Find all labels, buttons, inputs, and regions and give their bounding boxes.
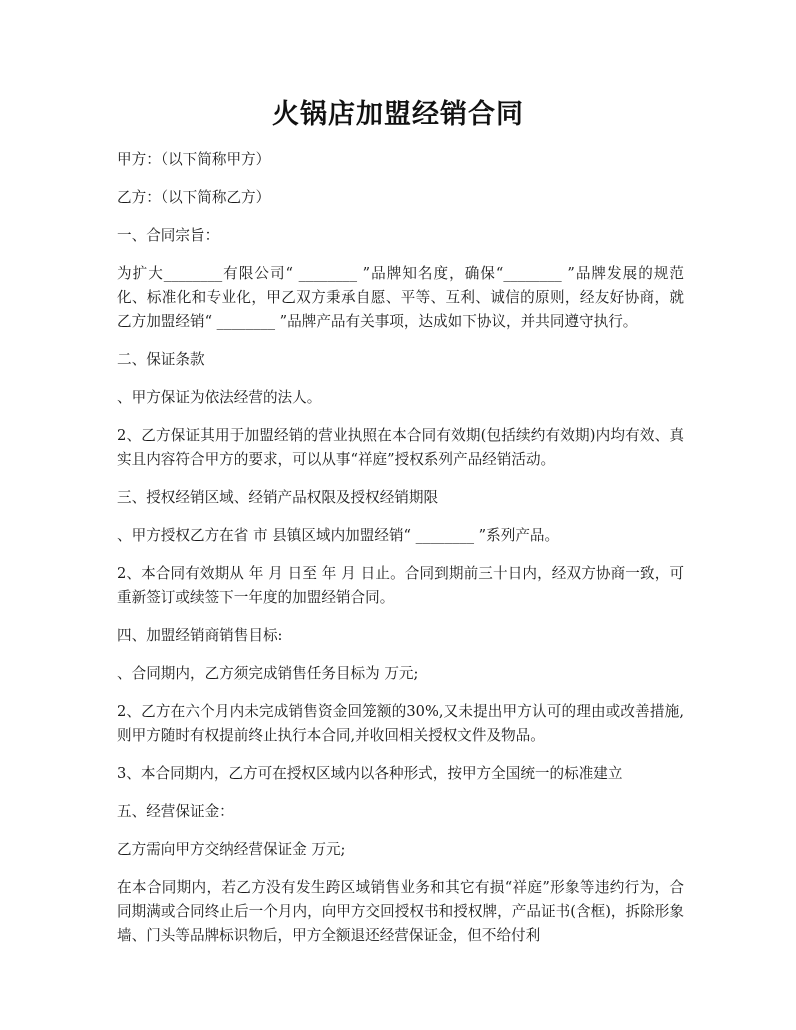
clause-sales-3: 3、本合同期内，乙方可在授权区域内以各种形式，按甲方全国统一的标准建立 [117,765,623,782]
party-b-line: 乙方：（以下简称乙方） [117,189,271,206]
party-a-line: 甲方：（以下简称甲方） [117,151,271,168]
section-heading-authorization: 三、授权经销区域、经销产品权限及授权经销期限 [117,489,439,506]
clause-sales-2: 2、乙方在六个月内未完成销售资金回笼额的30%,又未提出甲方认可的理由或改善措施,则甲方随时有权提前终止执行本合同,并收回相关授权文件及物品。 [117,703,684,744]
document-title: 火锅店加盟经销合同 [272,99,524,130]
document-body [117,148,684,962]
section-heading-purpose: 一、合同宗旨： [117,227,220,244]
clause-authorization-2: 2、本合同有效期从 年 月 日至 年 月 日止。合同到期前三十日内，经双方协商一致，可重新签订或续签下一年度的加盟经销合同。 [117,565,684,606]
clause-deposit-1: 乙方需向甲方交纳经营保证金 万元; [117,841,346,858]
section-heading-sales-target: 四、加盟经销商销售目标: [117,627,283,644]
section-heading-guarantee: 二、保证条款 [117,351,205,368]
paragraph-purpose: 为扩大________有限公司“ ________ ”品牌知名度，确保“________ ”品牌发展的规范化、标准化和专业化，甲乙双方秉承自愿、平等、互利、诚信的原则，经友好协商，就乙方加盟经销“ ________ ”品牌产品有关事项，达成如下协议，并共同遵守执行。 [117,265,684,330]
clause-guarantee-2: 2、乙方保证其用于加盟经销的营业执照在本合同有效期(包括续约有效期)内均有效、真实且内容符合甲方的要求，可以从事“祥庭”授权系列产品经销活动。 [117,427,684,468]
clause-deposit-2: 在本合同期内，若乙方没有发生跨区域销售业务和其它有损“祥庭”形象等违约行为，合同期满或合同终止后一个月内，向甲方交回授权书和授权牌，产品证书(含框)，拆除形象墙、门头等品牌标识物后，甲方全额退还经营保证金，但不给付利 [117,879,684,944]
clause-guarantee-1: 、甲方保证为依法经营的法人。 [117,389,322,406]
clause-authorization-1: 、甲方授权乙方在省 市 县镇区域内加盟经销“ ________ ”系列产品。 [117,527,560,544]
clause-sales-1: 、合同期内，乙方须完成销售任务目标为 万元; [117,665,419,682]
section-heading-deposit: 五、经营保证金： [117,803,234,820]
